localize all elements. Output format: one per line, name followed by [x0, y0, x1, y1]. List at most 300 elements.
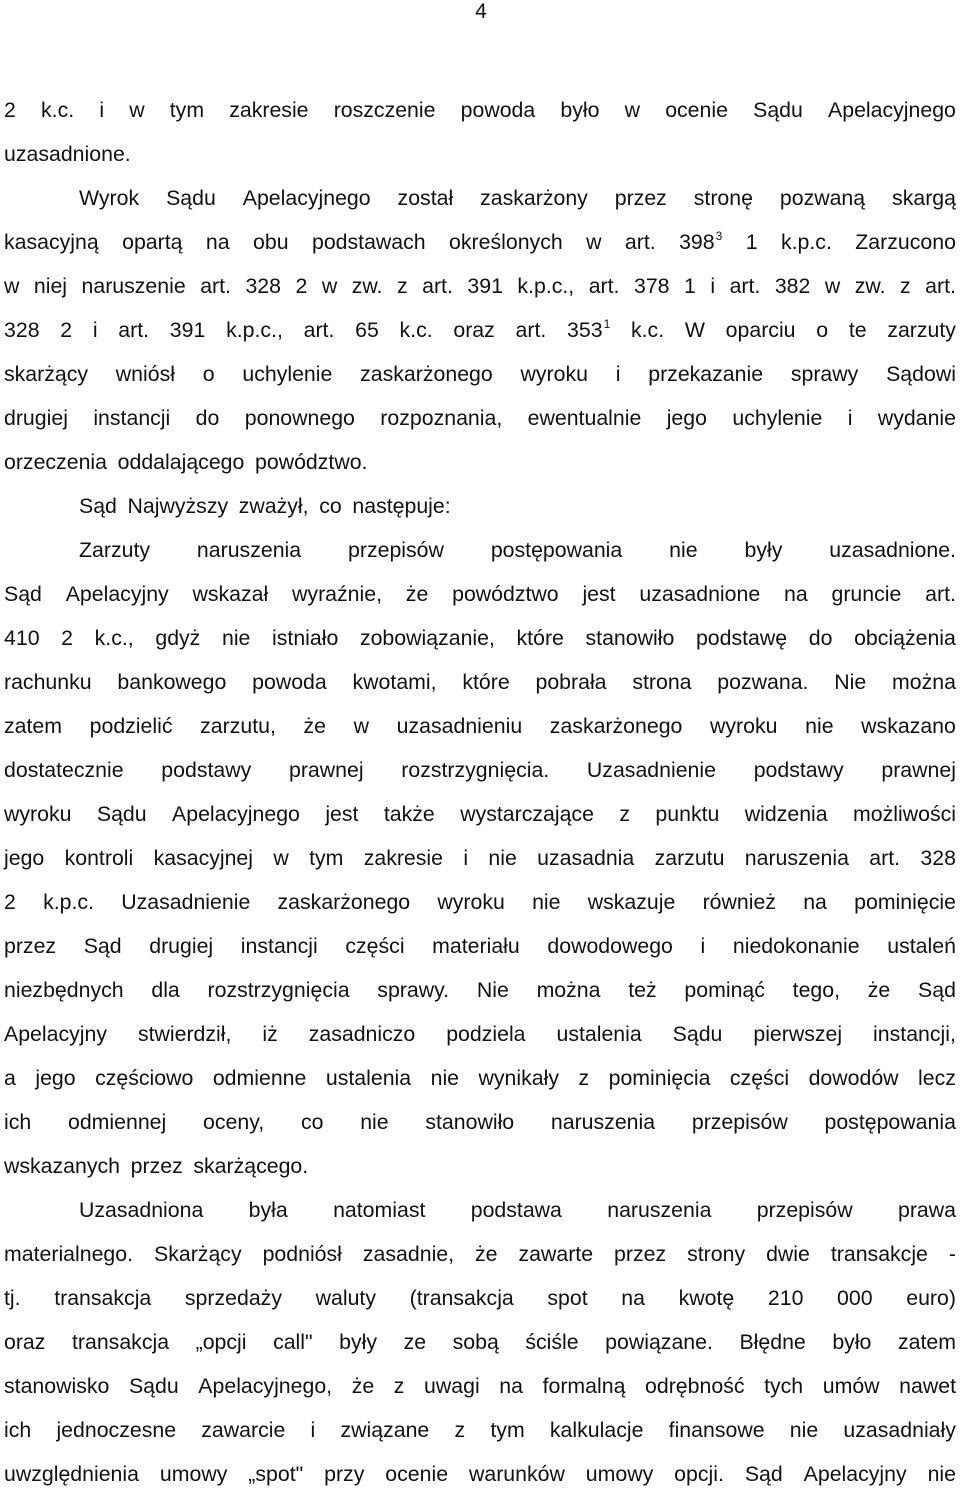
word: Uzasadnienie — [121, 890, 251, 914]
word: materiału — [432, 934, 520, 958]
text-line — [4, 1064, 956, 1108]
word: sprzedaży — [184, 1286, 282, 1310]
text-line — [4, 316, 956, 360]
word: kwotami, — [352, 670, 437, 694]
word: k.p.c., — [517, 274, 575, 298]
word: naruszenia — [550, 1110, 656, 1134]
word: Błędne — [739, 1330, 806, 1354]
word: kasacyjnej — [153, 846, 254, 870]
text-line — [4, 1020, 956, 1064]
text-line — [4, 844, 956, 888]
word: opcji. — [674, 1462, 724, 1486]
word: „opcji — [195, 1330, 247, 1354]
word: art. — [925, 274, 956, 298]
word: podziela — [446, 1022, 526, 1046]
word: naruszenia — [744, 846, 849, 870]
word: w — [624, 98, 641, 122]
word: zaskarżonego — [277, 890, 411, 914]
word: części — [729, 1066, 790, 1090]
word: ewentualnie — [527, 406, 642, 430]
word: pominąć — [684, 978, 765, 1002]
word: uzasadnia — [537, 846, 635, 870]
word: 2 — [61, 626, 74, 650]
word: o — [202, 362, 215, 386]
word: waluty — [315, 1286, 376, 1310]
word: które — [516, 626, 564, 650]
word: nie — [669, 538, 698, 562]
word: Najwyższy — [127, 494, 229, 518]
word: dowodowego — [547, 934, 673, 958]
word: nie — [789, 1418, 819, 1442]
word: zaskarżonego — [549, 714, 683, 738]
word: określonych — [449, 230, 563, 254]
text-line — [4, 1240, 956, 1284]
word: umów — [822, 1374, 880, 1398]
word: ocenie — [665, 98, 728, 122]
text-line — [4, 932, 956, 976]
word: art. — [303, 318, 335, 342]
text-line — [4, 1328, 956, 1372]
text-line — [4, 1108, 956, 1152]
word: w — [321, 274, 338, 298]
word: 210 — [767, 1286, 804, 1310]
word: uzasadnione — [639, 582, 761, 606]
word: zakresie — [229, 98, 309, 122]
word: 328 — [4, 318, 40, 342]
word: uzasadnione. — [829, 538, 956, 562]
word: Apelacyjnego — [828, 98, 956, 122]
word: w — [824, 274, 841, 298]
word: uchylenie — [242, 362, 333, 386]
word: uchylenie — [732, 406, 823, 430]
word: 391 — [467, 274, 503, 298]
word: nie — [221, 626, 251, 650]
word: i — [700, 934, 706, 958]
word: jego — [666, 406, 707, 430]
word: $398^3$ — [679, 229, 723, 254]
word: rozstrzygnięcia. — [401, 758, 550, 782]
word: przekazanie — [648, 362, 764, 386]
word: widzenia — [744, 802, 828, 826]
word: rozstrzygnięcia — [207, 978, 350, 1002]
word: zasadniczo — [308, 1022, 416, 1046]
word: odmienne — [212, 1066, 307, 1090]
word: były — [744, 538, 783, 562]
word: nie — [927, 1462, 956, 1486]
word: 328 — [245, 274, 281, 298]
word: 2 — [4, 98, 16, 122]
word: 2 — [295, 274, 308, 298]
word: euro) — [906, 1286, 956, 1310]
word: art. — [515, 318, 547, 342]
word: obciążenia — [854, 626, 956, 650]
word: Sądu — [96, 802, 147, 826]
page-number: 4 — [475, 0, 487, 23]
word: oparciu — [725, 318, 796, 342]
text-line — [4, 492, 956, 536]
word: Sądu — [753, 98, 803, 122]
word: Uzasadnienie — [586, 758, 716, 782]
word: pozwaną — [779, 186, 866, 210]
word: przepisów — [756, 1198, 853, 1222]
word: z — [619, 802, 630, 826]
word: dostatecznie — [4, 758, 124, 782]
text-line — [4, 1460, 956, 1504]
word: było — [832, 1330, 872, 1354]
word: ściśle — [525, 1330, 579, 1354]
word: ze — [403, 1330, 427, 1354]
word: Sąd — [4, 582, 42, 606]
word: transakcje — [830, 1242, 928, 1266]
word: 1 — [684, 274, 696, 298]
word: k.c. — [41, 98, 75, 122]
word: sprawy. — [377, 978, 450, 1002]
word: k.c. — [399, 318, 433, 342]
word: strony — [687, 1242, 746, 1266]
word: Uzasadniona — [79, 1198, 204, 1222]
word: przez — [130, 1154, 183, 1178]
word: 2 — [60, 318, 73, 342]
word: jego — [4, 846, 45, 870]
word: Nie — [476, 978, 509, 1002]
word: ich — [4, 1418, 32, 1442]
word: wskazano — [861, 714, 956, 738]
word: roszczenie — [333, 98, 436, 122]
word: jednoczesne — [56, 1418, 177, 1442]
word: strona — [632, 670, 692, 694]
word: pierwszej — [753, 1022, 843, 1046]
word: w — [586, 230, 602, 254]
word: zakresie — [363, 846, 444, 870]
word: ustalenia — [556, 1022, 642, 1046]
superscript: 3 — [715, 229, 723, 243]
word: nie — [532, 890, 561, 914]
word: transakcja — [71, 1330, 170, 1354]
word: naruszenie — [81, 274, 186, 298]
word: 410 — [4, 626, 40, 650]
word: że — [351, 1374, 375, 1398]
word: postępowania — [490, 538, 623, 562]
word: rachunku — [4, 670, 92, 694]
word: jest — [582, 582, 616, 606]
word: podzielić — [89, 714, 173, 738]
word: wystarczające — [460, 802, 594, 826]
word: ocenie — [385, 1462, 449, 1486]
word: prawnej — [881, 758, 956, 782]
word: przez — [614, 186, 667, 210]
word: sprawy — [790, 362, 859, 386]
word: ponownego — [244, 406, 355, 430]
word: na — [803, 890, 827, 914]
word: zobowiązanie, — [359, 626, 495, 650]
word: k.p.c. — [43, 890, 94, 914]
word: w — [273, 846, 289, 870]
text-line — [4, 712, 956, 756]
word: można — [892, 670, 956, 694]
word: gruncie — [831, 582, 902, 606]
word: pobrała — [535, 670, 607, 694]
word: został — [397, 186, 454, 210]
word: też — [628, 978, 657, 1002]
word: obu — [253, 230, 289, 254]
text-line — [4, 536, 956, 580]
word: niezbędnych — [4, 978, 124, 1002]
word: Sąd — [79, 494, 117, 518]
word: instancji — [240, 934, 318, 958]
text-line — [4, 272, 956, 316]
word: oraz — [4, 1330, 46, 1354]
word: finansowe — [668, 1418, 765, 1442]
word: Sądu — [166, 186, 216, 210]
word: z — [900, 274, 911, 298]
word: - — [948, 1242, 956, 1266]
word: także — [383, 802, 435, 826]
word: punktu — [655, 802, 720, 826]
word: była — [248, 1198, 288, 1222]
word: możliwości — [853, 802, 956, 826]
text-line — [4, 888, 956, 932]
word: zatem — [4, 714, 62, 738]
word: podstawy — [161, 758, 252, 782]
word: wyroku — [437, 890, 505, 914]
word: nie — [488, 846, 517, 870]
word: stanowisko — [4, 1374, 110, 1398]
word: art. — [729, 274, 761, 298]
word: powoda — [460, 98, 536, 122]
word: kalkulacje — [549, 1418, 644, 1442]
word: k.p.c., — [226, 318, 283, 342]
word: można — [536, 978, 601, 1002]
word: że — [867, 978, 891, 1002]
superscript: 1 — [603, 317, 611, 331]
word: zarzutu, — [200, 714, 276, 738]
text-line — [4, 1372, 956, 1416]
word: powoda — [252, 670, 327, 694]
word: warunków — [468, 1462, 565, 1486]
word: odmiennej — [67, 1110, 167, 1134]
text-line — [4, 140, 956, 184]
word: 000 — [837, 1286, 873, 1310]
word: k.c., — [94, 626, 134, 650]
word: 1 — [745, 230, 758, 254]
word: przy — [324, 1462, 365, 1486]
word: dowodów — [808, 1066, 899, 1090]
text-line — [4, 1416, 956, 1460]
word: kontroli — [64, 846, 134, 870]
word: powództwo. — [255, 450, 368, 474]
word: które — [462, 670, 510, 694]
word: tym — [309, 846, 344, 870]
word: uzasadnione. — [4, 142, 131, 166]
word: lecz — [918, 1066, 956, 1090]
word: skarżącego. — [193, 1154, 309, 1178]
text-line — [4, 404, 956, 448]
word: te — [848, 318, 867, 342]
word: nie — [805, 714, 834, 738]
word: zarzutu — [654, 846, 725, 870]
word: były — [339, 1330, 378, 1354]
word: naruszenia — [196, 538, 302, 562]
word: co — [300, 1110, 324, 1134]
word: jego — [35, 1066, 76, 1090]
word: Sąd — [744, 1462, 783, 1486]
word: Apelacyjnego — [172, 802, 300, 826]
word: art. — [624, 230, 656, 254]
word: w — [353, 714, 370, 738]
word: Apelacyjnego, — [198, 1374, 333, 1398]
word: istniało — [272, 626, 339, 650]
word: nawet — [899, 1374, 956, 1398]
word: niedokonanie — [732, 934, 860, 958]
word: art. — [925, 582, 956, 606]
document-body — [4, 96, 956, 1504]
word: w — [4, 274, 20, 298]
word: uzasadniały — [843, 1418, 956, 1442]
word: naruszenia — [607, 1198, 712, 1222]
word: orzeczenia — [4, 450, 107, 474]
text-line — [4, 580, 956, 624]
word: „spot" — [248, 1462, 304, 1486]
word: umowy — [159, 1462, 228, 1486]
word: do — [808, 626, 833, 650]
text-line — [4, 668, 956, 712]
word: tym — [169, 98, 205, 122]
word: odrębność — [645, 1374, 745, 1398]
word: częściowo — [95, 1066, 194, 1090]
text-line — [4, 1284, 956, 1328]
word: w — [129, 98, 145, 122]
word: wniósł — [115, 362, 175, 386]
word: wyroku — [520, 362, 588, 386]
word: zawarcie — [201, 1418, 286, 1442]
word: i — [615, 362, 621, 386]
word: przez — [4, 934, 57, 958]
word: 65 — [355, 318, 379, 342]
word: następuje: — [352, 494, 451, 518]
word: wyroku — [4, 802, 72, 826]
word: natomiast — [333, 1198, 426, 1222]
word: z — [393, 1374, 405, 1398]
word: również — [702, 890, 776, 914]
word: tym — [490, 1418, 525, 1442]
word: pominięcia — [608, 1066, 711, 1090]
word: podstawę — [695, 626, 788, 650]
word: i — [710, 274, 716, 298]
word: skarżący — [4, 362, 89, 386]
word: k.c. — [630, 318, 665, 342]
word: umowy — [585, 1462, 654, 1486]
word: 328 — [920, 846, 956, 870]
word: z — [578, 1066, 590, 1090]
word: kasacyjną — [4, 230, 99, 254]
word: wskazuje — [587, 890, 676, 914]
word: nie — [430, 1066, 460, 1090]
text-line — [4, 184, 956, 228]
word: uwagi — [424, 1374, 480, 1398]
word: przez — [614, 1242, 667, 1266]
word: na — [783, 582, 808, 606]
word: Skarżący — [154, 1242, 242, 1266]
word: zaskarżony — [480, 186, 588, 210]
word: pozwana. — [717, 670, 809, 694]
word: było — [560, 98, 600, 122]
word: W — [684, 318, 705, 342]
word: na — [205, 230, 230, 254]
word: Sąd — [83, 934, 122, 958]
word: Apelacyjny — [803, 1462, 907, 1486]
word: Zarzucono — [855, 230, 956, 254]
word: że — [405, 582, 429, 606]
word: prawnej — [288, 758, 364, 782]
word: stanowiło — [585, 626, 675, 650]
word: formalną — [542, 1374, 626, 1398]
word: stwierdził, — [137, 1022, 232, 1046]
word: pominięcie — [854, 890, 956, 914]
word: opartą — [122, 230, 183, 254]
word: i — [463, 846, 469, 870]
word: podniósł — [262, 1242, 342, 1266]
word: Sądu — [672, 1022, 723, 1046]
word: wskazał — [192, 582, 269, 606]
word: tj. — [4, 1286, 21, 1310]
word: k.p.c. — [780, 230, 832, 254]
word: i — [99, 98, 105, 122]
word: Sądu — [128, 1374, 179, 1398]
word: zważył, — [238, 494, 309, 518]
word: ich — [4, 1110, 32, 1134]
word: że — [475, 1242, 498, 1266]
word: niej — [33, 274, 68, 298]
word: zasadnie, — [362, 1242, 455, 1266]
word: oraz — [453, 318, 495, 342]
word: przepisów — [348, 538, 444, 562]
text-line — [4, 228, 956, 272]
word: art. — [588, 274, 620, 298]
word: a — [4, 1066, 16, 1090]
text-line — [4, 976, 956, 1020]
text-line — [4, 1152, 956, 1196]
word: oddalającego — [117, 450, 245, 474]
text-line — [4, 800, 956, 844]
word: stronę — [693, 186, 753, 210]
word: o — [816, 318, 829, 342]
word: 382 — [774, 274, 811, 298]
word: że — [303, 714, 327, 738]
word: gdyż — [155, 626, 201, 650]
word: transakcja — [54, 1286, 152, 1310]
word: tego, — [792, 978, 841, 1002]
word: drugiej — [4, 406, 68, 430]
word: prawa — [897, 1198, 956, 1222]
word: instancji, — [873, 1022, 956, 1046]
word: podstawy — [753, 758, 844, 782]
word: podstawach — [311, 230, 426, 254]
word: dwie — [766, 1242, 810, 1266]
word: Apelacyjnego — [242, 186, 371, 210]
word: drugiej — [149, 934, 214, 958]
word: art. — [422, 274, 453, 298]
text-line — [4, 756, 956, 800]
word: na — [499, 1374, 523, 1398]
text-line — [4, 96, 956, 140]
word: jest — [325, 802, 359, 826]
word: zaskarżonego — [360, 362, 493, 386]
word: z — [454, 1418, 466, 1442]
word: bankowego — [117, 670, 227, 694]
word: wydanie — [877, 406, 956, 430]
word: art. — [869, 846, 901, 870]
word: nie — [360, 1110, 389, 1134]
